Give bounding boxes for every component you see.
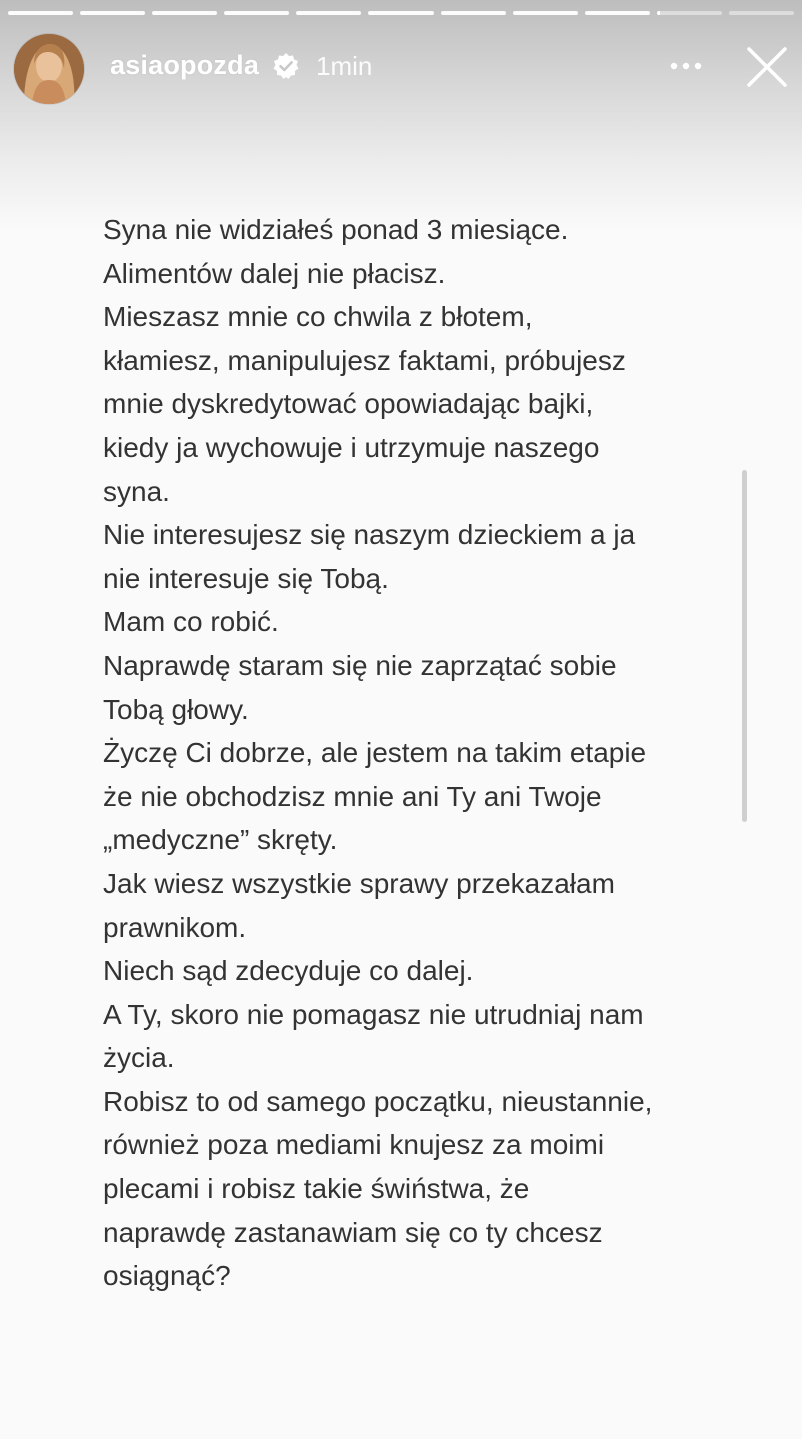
avatar[interactable] <box>14 34 84 104</box>
message-line: kiedy ja wychowuje i utrzymuje naszego <box>103 431 600 463</box>
progress-segment-fill <box>657 11 660 15</box>
verified-badge-icon <box>272 52 300 80</box>
message-line: Mam co robić. <box>103 606 279 638</box>
progress-segment <box>729 11 794 15</box>
progress-segment <box>585 11 650 15</box>
story-timestamp: 1min <box>316 51 373 81</box>
more-options-icon[interactable] <box>666 54 706 78</box>
message-line: Nie interesujesz się naszym dzieckiem a ja <box>103 519 636 551</box>
message-line: „medyczne” skręty. <box>103 824 338 856</box>
progress-segment <box>152 11 217 15</box>
progress-segment <box>368 11 433 15</box>
message-line: A Ty, skoro nie pomagasz nie utrudniaj nam <box>103 998 644 1030</box>
progress-segment <box>80 11 145 15</box>
progress-segment <box>513 11 578 15</box>
message-line: naprawdę zastanawiam się co ty chcesz <box>103 1216 603 1248</box>
message-line: również poza mediami knujesz za moimi <box>103 1129 605 1161</box>
message-line: Mieszasz mnie co chwila z błotem, <box>103 301 533 333</box>
message-line: Alimentów dalej nie płacisz. <box>103 257 446 289</box>
close-icon[interactable] <box>744 44 790 90</box>
progress-segment <box>441 11 506 15</box>
username[interactable]: asiaopozda <box>110 50 260 80</box>
message-line: Robisz to od samego początku, nieustannie, <box>103 1085 653 1117</box>
message-line: Naprawdę staram się nie zaprzątać sobie <box>103 649 617 681</box>
progress-segment <box>224 11 289 15</box>
message-line: życia. <box>103 1042 175 1074</box>
story-header <box>14 32 794 102</box>
message-line: mnie dyskredytować opowiadając bajki, <box>103 388 594 420</box>
message-line: Syna nie widziałeś ponad 3 miesiące. <box>103 214 569 245</box>
message-line: Tobą głowy. <box>103 693 249 725</box>
story-progress-bar <box>8 11 794 15</box>
progress-segment <box>8 11 73 15</box>
message-line: Niech sąd zdecyduje co dalej. <box>103 955 474 987</box>
message-line: nie interesuje się Tobą. <box>103 562 389 594</box>
progress-segment <box>296 11 361 15</box>
message-line: plecami i robisz takie świństwa, że <box>103 1173 530 1205</box>
message-line: prawnikom. <box>103 911 247 943</box>
message-line: że nie obchodzisz mnie ani Ty ani Twoje <box>103 780 602 812</box>
message-line: Życzę Ci dobrze, ale jestem na takim etapie <box>103 737 647 769</box>
story-text-message <box>103 208 743 1298</box>
message-line: syna. <box>103 475 170 507</box>
message-line: Jak wiesz wszystkie sprawy przekazałam <box>103 867 615 899</box>
message-line: kłamiesz, manipulujesz faktami, próbujesz <box>103 344 626 376</box>
message-line: osiągnąć? <box>103 1260 231 1292</box>
avatar-photo-icon <box>14 34 84 104</box>
text-scrollbar[interactable] <box>742 470 747 822</box>
progress-segment <box>657 11 722 15</box>
